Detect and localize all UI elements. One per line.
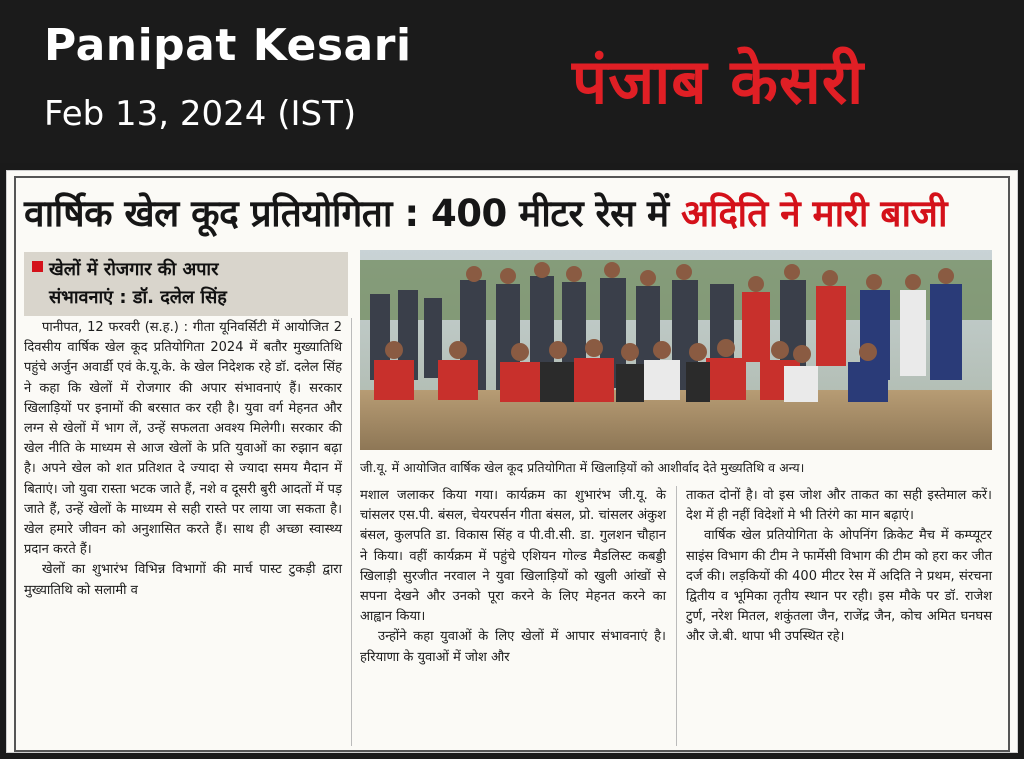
article-paragraph: ताकत दोनों है। वो इस जोश और ताकत का सही इस्तेमाल करें। देश में ही नहीं विदेशों मे भी तिरंगे का मान बढ़ाएं। (686, 488, 992, 524)
publication-name: Panipat Kesari (44, 20, 412, 71)
newspaper-masthead: पंजाब केसरी (572, 45, 865, 118)
article-column-2 (360, 486, 666, 668)
sub-headline-box (24, 252, 348, 316)
column-divider (351, 318, 352, 746)
publication-date: Feb 13, 2024 (IST) (44, 94, 357, 134)
article-paragraph: वार्षिक खेल प्रतियोगिता के ओपनिंग क्रिकेट मैच में कम्प्यूटर साइंस विभाग की टीम ने फार्मेसी विभाग की टीम को हरा कर जीत दर्ज की। लड़कियों की 400 मीटर रेस में अदिति ने प्रथम, संरचना द्वितीय व भूमिका तृतीय स्थान पर रही। इस मौके पर डॉ. राजेश टुर्ण, नरेश मितल, शकुंतला जैन, राजेंद्र जैन, कोच अमित घनघस और जे.बी. थापा भी उपस्थित रहे। (686, 528, 992, 645)
header-bar (0, 0, 1024, 163)
headline-red-part: अदिति ने मारी बाजी (681, 192, 948, 235)
article-paragraph: खेलों का शुभारंभ विभिन्न विभागों की मार्च पास्ट टुकड़ी द्वारा मुख्यातिथि को सलामी व (24, 562, 342, 598)
photo-caption: जी.यू. में आयोजित वार्षिक खेल कूद प्रतियोगिता में खिलाड़ियों को आशीर्वाद देते मुख्यतिथि व अन्य। (360, 460, 805, 475)
column-divider (676, 486, 677, 746)
headline-black-part: वार्षिक खेल कूद प्रतियोगिता : 400 मीटर रेस में (24, 192, 669, 235)
sub-headline-line-1 (32, 256, 342, 284)
article-column-1 (24, 318, 342, 601)
sub-headline-text-1: खेलों में रोजगार की अपार (49, 259, 219, 280)
article-paragraph: मशाल जलाकर किया गया। कार्यक्रम का शुभारंभ जी.यू. के चांसलर एस.पी. बंसल, चेयरपर्सन गीता बंसल, प्रो. चांसलर अंकुश बंसल, कुलपति डा. विकास सिंह व पी.वी.सी. डा. गुलशन चौहान ने किया। वहीं कार्यक्रम में पहुंचे एशियन गोल्ड मैडलिस्ट कबड्डी खिलाड़ी सुरजीत नरवाल ने युवा खिलाड़ियों को खुली आंखों से सपना देखने और उनको पूरा करने के लिए मेहनत करने का आह्वान किया। (360, 488, 666, 625)
article-column-3 (686, 486, 992, 648)
event-photo-illustration (360, 250, 992, 450)
red-square-bullet-icon (32, 261, 43, 272)
article-paragraph: उन्होंने कहा युवाओं के लिए खेलों में आपार संभावनाएं है। हरियाणा के युवाओं में जोश और (360, 629, 666, 665)
article-headline (24, 184, 1000, 244)
sub-headline-text-2: संभावनाएं : डॉ. दलेल सिंह (49, 287, 227, 308)
article-paragraph: पानीपत, 12 फरवरी (स.ह.) : गीता यूनिवर्सिटी में आयोजित 2 दिवसीय वार्षिक खेल कूद प्रतियोगिता 2024 में बतौर मुख्यातिथि पहुंचे अर्जुन अवार्डी एवं के.यू.के. के खेल निदेशक रहे डॉ. दलेल सिंह ने कहा कि खेलों में रोजगार की अपार संभावनाएं हैं। सरकार खिलाड़ियों पर इनामों की बरसात कर रही है। युवा वर्ग मेहनत और लग्न से खेलों में भाग लें, उन्हें सफलता अवश्य मिलेगी। सरकार की खेल नीति के माध्यम से आज खेलों के प्रति युवाओं का रुझान बढ़ा है। अपने खेल को शत प्रतिशत दे ज्यादा से ज्यादा समय मैदान में बिताएं। जो युवा रास्ता भटक जाते हैं, नशे व दूसरी बुरी आदतों में पड़ जाते हैं, उन्हें खेलों के माध्यम से सही रास्ते पर लाया जा सकता है। खेल हमारे जीवन को अनुशासित करते हैं। साथ ही अच्छा स्वास्थ्य प्रदान करते हैं। (24, 320, 342, 558)
event-photo (360, 250, 992, 450)
